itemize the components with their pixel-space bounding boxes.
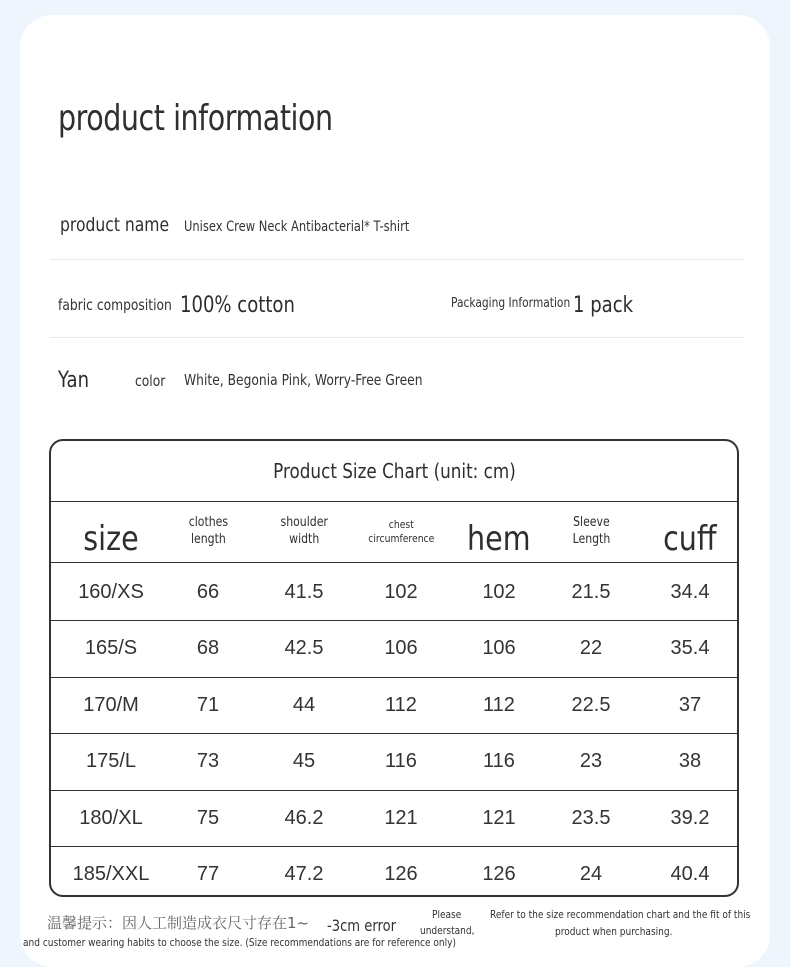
size-label-cell: 185/XXL: [72, 863, 150, 885]
size-chart-table: [49, 439, 739, 897]
table-cell: 112: [385, 693, 417, 716]
table-cell: 71: [196, 693, 220, 716]
table-cell: 41.5: [284, 580, 324, 603]
fabric-value: 100% cotton: [180, 293, 295, 318]
divider: [50, 259, 744, 260]
table-cell: 102: [482, 580, 516, 603]
table-cell: 37: [678, 693, 702, 716]
table-cell: 102: [384, 580, 418, 603]
table-cell: 35.4: [670, 637, 710, 659]
table-cell: 47.2: [284, 863, 324, 885]
table-cell: 24: [579, 863, 603, 885]
please-text: Please: [432, 908, 462, 921]
table-cell: 23.5: [571, 806, 611, 829]
size-chart-header-row: [51, 502, 737, 563]
table-cell: 116: [385, 750, 417, 772]
table-cell: 39.2: [670, 806, 710, 829]
color-label: color: [135, 372, 166, 390]
table-cell: 75: [196, 806, 220, 829]
product-name-label: product name: [60, 214, 170, 236]
table-cell: 46.2: [284, 806, 324, 829]
table-cell: 45: [292, 750, 316, 772]
color-value: White, Begonia Pink, Worry-Free Green: [184, 371, 423, 389]
table-row: [51, 734, 737, 791]
table-row: [51, 621, 737, 678]
table-cell: 116: [483, 750, 515, 772]
table-cell: 34.4: [670, 580, 710, 603]
table-cell: 21.5: [571, 580, 611, 603]
error-text: -3cm error: [327, 916, 397, 935]
fabric-label: fabric composition: [58, 296, 172, 314]
table-cell: 23: [579, 750, 603, 772]
column-header: hem: [467, 518, 531, 559]
tip-text: 温馨提示：因人工制造成衣尺寸存在1~: [47, 914, 310, 932]
table-cell: 106: [384, 637, 418, 659]
size-chart-title-text: Product Size Chart (unit: cm): [272, 459, 516, 483]
table-cell: 22.5: [571, 693, 611, 716]
table-row: [51, 790, 737, 847]
table-cell: 38: [678, 750, 702, 772]
size-chart-title: [51, 441, 737, 502]
column-header: chest circumference: [367, 517, 435, 545]
color-label-big: Yan: [58, 368, 90, 393]
table-cell: 68: [196, 637, 220, 659]
packaging-label: Packaging Information: [451, 296, 571, 311]
packaging-value: 1 pack: [573, 293, 634, 318]
size-label-cell: 170/M: [83, 693, 139, 716]
product-name-value: Unisex Crew Neck Antibacterial* T-shirt: [184, 219, 410, 235]
table-cell: 126: [384, 863, 418, 885]
column-header: clothes length: [188, 515, 228, 547]
table-cell: 126: [482, 863, 516, 885]
size-label-cell: 165/S: [84, 637, 138, 659]
table-cell: 66: [196, 580, 220, 603]
table-cell: 44: [292, 693, 316, 716]
table-cell: 121: [482, 806, 516, 829]
bottom-note: and customer wearing habits to choose the size. (Size recommendations are for reference only): [23, 936, 457, 949]
table-cell: 40.4: [670, 863, 710, 885]
table-row: [51, 677, 737, 734]
table-cell: 112: [483, 693, 515, 716]
size-label-cell: 175/L: [85, 750, 137, 772]
column-header: size: [83, 518, 139, 559]
table-row: [51, 564, 737, 621]
page-title: product information: [58, 98, 333, 139]
understand-text: understand,: [420, 924, 475, 937]
size-label-cell: 180/XL: [79, 806, 143, 829]
table-cell: 73: [196, 750, 220, 772]
table-cell: 22: [579, 637, 603, 659]
column-header: shoulder width: [280, 515, 328, 547]
divider: [50, 337, 744, 338]
column-header: Sleeve Length: [572, 515, 610, 547]
table-cell: 77: [196, 863, 220, 885]
table-cell: 42.5: [284, 637, 324, 659]
refer-line-1: Refer to the size recommendation chart and the fit of this: [490, 908, 751, 921]
table-cell: 121: [384, 806, 418, 829]
column-header: cuff: [663, 518, 717, 559]
table-row: [51, 847, 737, 898]
refer-line-2: product when purchasing.: [555, 925, 673, 938]
size-label-cell: 160/XS: [78, 580, 144, 603]
table-cell: 106: [482, 637, 516, 659]
